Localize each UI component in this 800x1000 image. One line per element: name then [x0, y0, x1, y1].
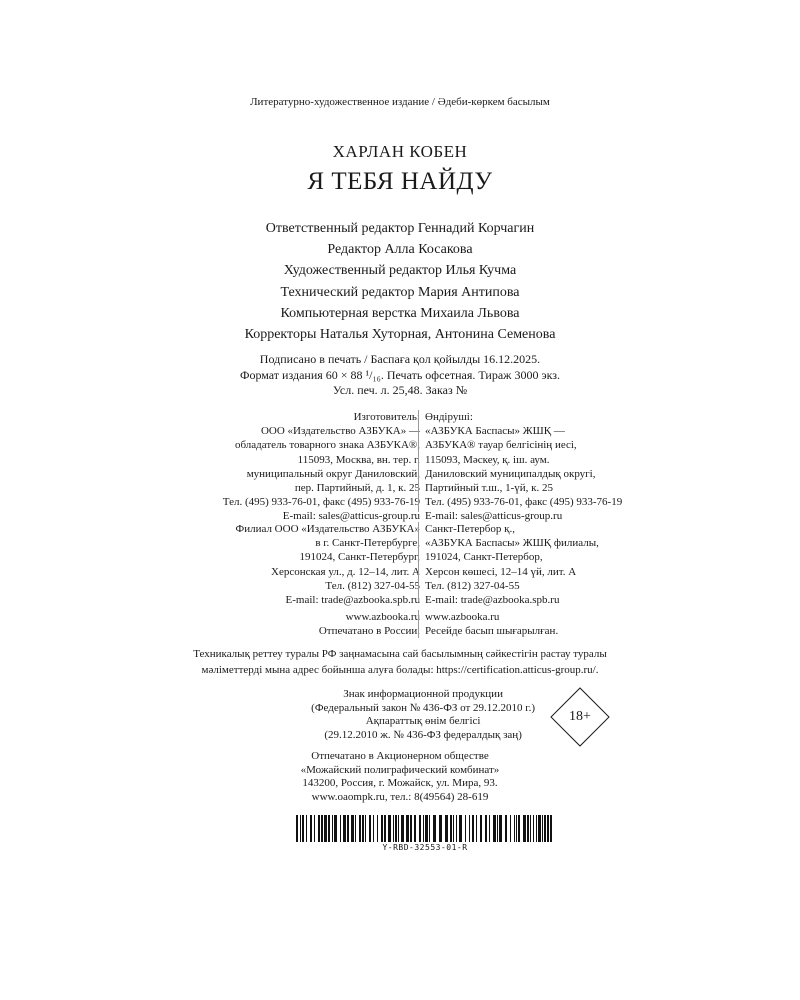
info-mark-line: (Федеральный закон № 436-ФЗ от 29.12.2010 г.): [311, 701, 535, 714]
barcode-bar: [445, 815, 448, 842]
barcode-bar: [499, 815, 502, 842]
print-details: [0, 352, 800, 399]
barcode-bar: [388, 815, 391, 842]
printing-house-line: Отпечатано в Акционерном обществе: [311, 750, 489, 762]
printing-house-line: «Можайский полиграфический комбинат»: [300, 763, 500, 776]
branch-ru: [236, 522, 420, 607]
barcode-bar: [510, 815, 511, 842]
order-line: Усл. печ. л. 25,48. Заказ №: [332, 383, 468, 397]
age-rating-label: 18+: [569, 709, 591, 724]
barcode-bar: [414, 815, 416, 842]
barcode-bar: [456, 815, 457, 842]
barcode-bar: [472, 815, 474, 842]
format-line: Формат издания 60 × 88 ¹/₁₆. Печать офсетная. Тираж 3000 экз.: [239, 367, 561, 382]
barcode-bar: [493, 815, 496, 842]
barcode-bar: [302, 815, 304, 842]
manufacturer-kz-line: 115093, Мәскеу, қ. іш. аум.: [425, 453, 550, 466]
credit-line: Редактор Алла Косакова: [327, 242, 473, 258]
web-ru: [319, 610, 420, 638]
barcode-bar: [324, 815, 327, 842]
barcode-bar: [328, 815, 330, 842]
branch-ru-email: E-mail: trade@azbooka.spb.ru: [285, 593, 420, 606]
branch-kz-line: Херсон көшесі, 12–14 үй, лит. А: [425, 565, 577, 578]
barcode-bar: [373, 815, 374, 842]
branch-kz: [425, 522, 599, 607]
branch-kz-line: Тел. (812) 327-04-55: [425, 579, 520, 592]
barcode-bar: [536, 815, 537, 842]
manufacturer-kz-email: E-mail: sales@atticus-group.ru: [425, 510, 563, 523]
credit-line: Корректоры Наталья Хуторная, Антонина Семенова: [244, 326, 556, 342]
barcode-bar: [425, 815, 428, 842]
printing-house: [0, 750, 800, 804]
branch-kz-line: Санкт-Петербор қ.,: [425, 523, 515, 535]
barcode-bar: [398, 815, 399, 842]
barcode-bar: [516, 815, 517, 842]
certification-line: Техникалық реттеу туралы РФ заңнамасына сай басылымның сәйкестігін растау туралы: [193, 648, 607, 660]
manufacturer-kz-line: Тел. (495) 933-76-01, факс (495) 933-76-19: [425, 496, 623, 509]
barcode-bar: [550, 815, 552, 842]
column-divider: [418, 610, 419, 638]
branch-kz-line: 191024, Санкт-Петербор,: [425, 551, 543, 564]
branch-ru-line: Херсонская ул., д. 12–14, лит. А: [271, 565, 420, 578]
barcode-bar: [321, 815, 323, 842]
barcode-bar: [306, 815, 307, 842]
barcode-bar: [453, 815, 454, 842]
barcode-label: Y-RBD-32553-01-R: [382, 843, 468, 852]
barcode-icon: [296, 815, 554, 842]
barcode-bar: [485, 815, 487, 842]
web-kz: [425, 610, 558, 638]
barcode-bar: [377, 815, 378, 842]
barcode-bar: [533, 815, 534, 842]
editorial-credits: [0, 218, 800, 345]
barcode-bar: [433, 815, 436, 842]
credit-line: Технический редактор Мария Антипова: [280, 284, 520, 300]
branch-ru-line: Филиал ООО «Издательство АЗБУКА»: [235, 523, 420, 535]
manufacturer-ru-line: ООО «Издательство АЗБУКА» —: [260, 425, 420, 438]
manufacturer-ru-line: Изготовитель:: [353, 411, 420, 423]
barcode-bar: [429, 815, 430, 842]
barcode-bar: [469, 815, 470, 842]
certification-note: [0, 646, 800, 678]
certification-line: мәліметтерді мына адрес бойынша алуға болады: https://certification.atticus-group.ru/.: [201, 664, 599, 676]
credit-line: Компьютерная верстка Михаила Львова: [280, 305, 520, 321]
manufacturer-ru-line: 115093, Москва, вн. тер. г.: [297, 453, 420, 466]
barcode-bar: [480, 815, 482, 842]
barcode-bar: [518, 815, 520, 842]
barcode-bar: [384, 815, 386, 842]
manufacturer-ru-line: Тел. (495) 933-76-01, факс (495) 933-76-19: [222, 496, 420, 509]
manufacturer-kz-line: Даниловский муниципалдық округі,: [425, 467, 596, 480]
printed-in-country: Отпечатано в России.: [318, 625, 420, 638]
author-name: ХАРЛАН КОБЕН: [332, 142, 468, 161]
barcode-bar: [393, 815, 394, 842]
barcode-bar: [450, 815, 452, 842]
signing-date: Подписано в печать / Баспаға қол қойылды 16.12.2025.: [259, 352, 541, 366]
barcode-bar: [489, 815, 490, 842]
barcode-bar: [362, 815, 364, 842]
barcode-bar: [530, 815, 531, 842]
barcode-bar: [410, 815, 412, 842]
barcode-bar: [476, 815, 477, 842]
printing-house-line: 143200, Россия, г. Можайск, ул. Мира, 93.: [302, 777, 498, 789]
barcode-bar: [514, 815, 515, 842]
barcode-bar: [439, 815, 442, 842]
manufacturer-kz-line: Өндіруші:: [425, 411, 473, 423]
barcode-bar: [332, 815, 333, 842]
branch-kz-line: «АЗБУКА Баспасы» ЖШҚ филиалы,: [425, 537, 599, 550]
website-link: www.azbooka.ru: [345, 611, 420, 623]
barcode-bar: [359, 815, 361, 842]
information-product-mark: [311, 688, 535, 742]
manufacturer-kz-line: АЗБУКА® тауар белгісінің иесі,: [425, 439, 577, 452]
barcode-bar: [538, 815, 541, 842]
genre-line: Литературно-художественное издание / Әдеби-көркем басылым: [250, 96, 550, 108]
barcode-bar: [542, 815, 543, 842]
barcode-bar: [334, 815, 337, 842]
barcode-bar: [343, 815, 346, 842]
barcode-bar: [340, 815, 341, 842]
manufacturer-ru-line: муниципальный округ Даниловский,: [246, 467, 420, 480]
credit-line: Ответственный редактор Геннадий Корчагин: [265, 221, 535, 236]
printing-house-line: www.oaompk.ru, тел.: 8(49564) 28-619: [311, 790, 489, 803]
barcode-bar: [459, 815, 462, 842]
barcode-bar: [351, 815, 354, 842]
barcode-bar: [527, 815, 529, 842]
barcode-bar: [505, 815, 507, 842]
barcode-bar: [497, 815, 498, 842]
age-rating-badge: [550, 687, 610, 747]
barcode-bar: [395, 815, 397, 842]
barcode-bar: [406, 815, 409, 842]
branch-kz-email: E-mail: trade@azbooka.spb.ru: [425, 593, 560, 606]
book-title: Я ТЕБЯ НАЙДУ: [307, 168, 493, 195]
barcode-bar: [310, 815, 312, 842]
branch-ru-line: Тел. (812) 327-04-55: [325, 579, 420, 592]
barcode-bar: [300, 815, 301, 842]
barcode-bar: [465, 815, 466, 842]
manufacturer-kz: [425, 410, 622, 524]
manufacturer-ru: [223, 410, 420, 524]
info-mark-line: (29.12.2010 ж. № 436-ФЗ федералдық заң): [324, 728, 522, 741]
barcode-bar: [347, 815, 349, 842]
website-link: www.azbooka.ru: [425, 611, 500, 623]
manufacturer-ru-email: E-mail: sales@atticus-group.ru: [282, 510, 420, 523]
barcode-bar: [544, 815, 546, 842]
barcode-bar: [365, 815, 366, 842]
column-divider: [418, 522, 419, 602]
info-mark-line: Ақпараттық өнім белгісі: [365, 715, 481, 727]
manufacturer-kz-line: Партийный т.ш., 1-үй, к. 25: [425, 481, 554, 494]
barcode-bar: [401, 815, 404, 842]
column-divider: [418, 410, 419, 512]
barcode: [296, 815, 554, 842]
printed-in-country: Ресейде басып шығарылған.: [425, 625, 559, 638]
manufacturer-ru-line: обладатель товарного знака АЗБУКА®,: [234, 439, 420, 452]
barcode-bar: [318, 815, 320, 842]
barcode-bar: [369, 815, 371, 842]
barcode-bar: [547, 815, 549, 842]
manufacturer-kz-line: «АЗБУКА Баспасы» ЖШҚ —: [425, 425, 565, 438]
credit-line: Художественный редактор Илья Кучма: [283, 263, 517, 279]
barcode-bar: [523, 815, 526, 842]
barcode-bar: [355, 815, 356, 842]
barcode-bar: [381, 815, 383, 842]
barcode-bar: [314, 815, 315, 842]
info-mark-line: Знак информационной продукции: [343, 688, 503, 700]
branch-ru-line: 191024, Санкт-Петербург,: [299, 551, 420, 564]
branch-ru-line: в г. Санкт-Петербурге,: [315, 537, 420, 550]
barcode-bar: [296, 815, 298, 842]
barcode-bar: [423, 815, 424, 842]
manufacturer-ru-line: пер. Партийный, д. 1, к. 25: [294, 481, 420, 494]
barcode-bar: [419, 815, 421, 842]
